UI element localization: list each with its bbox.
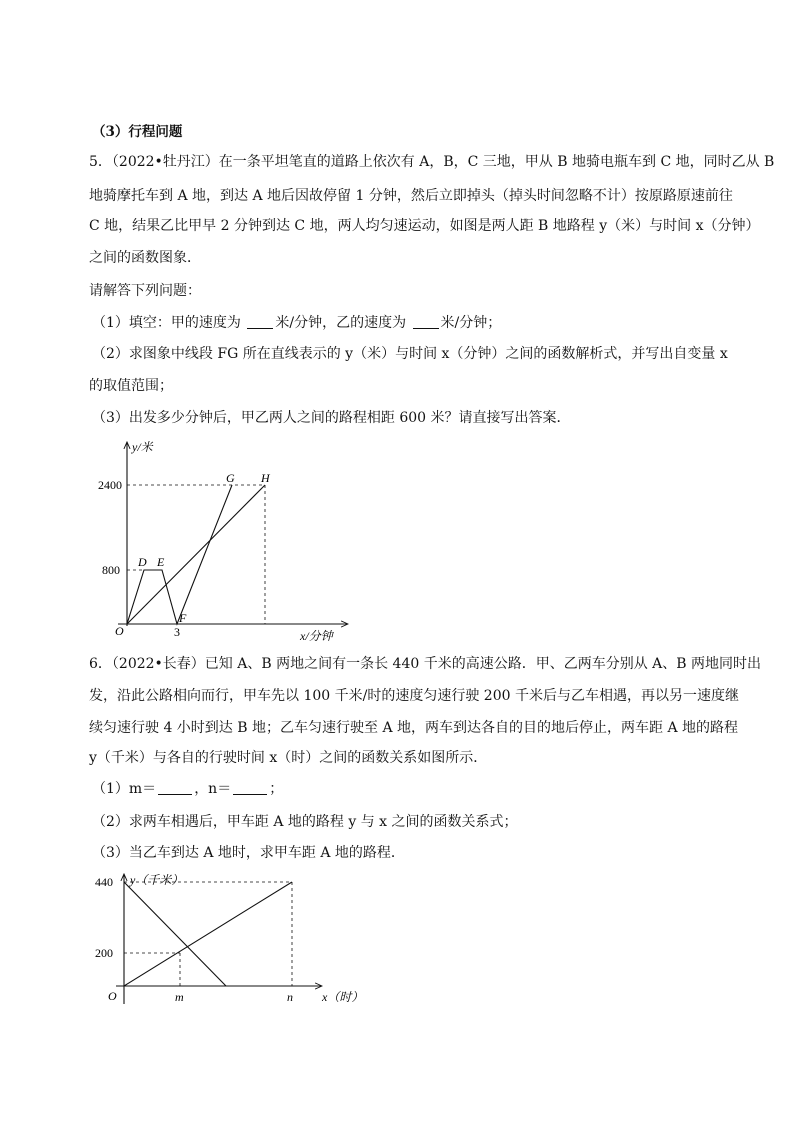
- answer-blank[interactable]: [233, 780, 267, 795]
- point-h: H: [261, 471, 270, 485]
- problem6-graph: [90, 868, 380, 1008]
- y-tick-2400: 2400: [98, 478, 122, 492]
- line-b: [124, 882, 226, 986]
- y-tick-800: 800: [102, 563, 120, 577]
- problem5-line-2: 地骑摩托车到 A 地，到达 A 地后因故停留 1 分钟，然后立即掉头（掉头时间忽略不计）按原路原速前往: [89, 188, 733, 204]
- q1-text-b: 米/分钟，乙的速度为: [275, 315, 407, 331]
- y-tick-440: 440: [95, 875, 113, 889]
- problem6-line-4: y（千米）与各自的行驶时间 x（时）之间的函数关系如图所示．: [89, 750, 488, 766]
- problem6-line-2: 发，沿此公路相向而行，甲车先以 100 千米/时的速度匀速行驶 200 千米后与乙车相遇，再以另一速度继: [89, 688, 739, 704]
- x-axis-label: x/分钟: [300, 629, 333, 643]
- point-d: D: [138, 555, 147, 569]
- q1-text-c: 米/分钟；: [440, 315, 502, 331]
- problem5-prompt: 请解答下列问题：: [89, 283, 201, 299]
- y-axis-label: y（千米）: [130, 873, 184, 887]
- problem5-q1: [92, 313, 501, 333]
- problem6-q1: [92, 779, 283, 799]
- problem6-q3: （3）当乙车到达 A 地时，求甲车距 A 地的路程．: [92, 845, 405, 861]
- problem5-line-1: 5．（2022•牡丹江）在一条平坦笔直的道路上依次有 A，B，C 三地，甲从 B 地骑电瓶车到 C 地，同时乙从 B: [89, 154, 775, 170]
- problem5-line-3: C 地，结果乙比甲早 2 分钟到达 C 地，两人均匀速运动，如图是两人距 B 地路程 y（米）与时间 x（分钟）: [89, 218, 760, 234]
- origin-label: O: [115, 624, 124, 638]
- x-tick-m: m: [175, 990, 184, 1004]
- answer-blank[interactable]: [247, 314, 273, 329]
- point-f: F: [179, 611, 187, 625]
- x-tick-3: 3: [174, 625, 180, 639]
- y-tick-200: 200: [95, 946, 113, 960]
- problem5-q3: （3）出发多少分钟后，甲乙两人之间的路程相距 600 米？请直接写出答案．: [92, 410, 571, 426]
- q1-text-b: ，n＝: [194, 781, 232, 797]
- x-tick-n: n: [287, 990, 293, 1004]
- y-axis-label: y/米: [132, 440, 153, 454]
- origin-label: O: [108, 989, 117, 1003]
- problem5-q2-line-2: 的取值范围；: [89, 378, 173, 394]
- q1-text-a: （1）m＝: [92, 781, 157, 797]
- answer-blank[interactable]: [413, 314, 439, 329]
- q1-text-a: （1）填空：甲的速度为: [92, 315, 241, 331]
- problem5-line-4: 之间的函数图象．: [89, 250, 201, 266]
- problem6-line-3: 续匀速行驶 4 小时到达 B 地；乙车匀速行驶至 A 地，两车到达各自的目的地后停止，两车距 A 地的路程: [89, 720, 739, 736]
- point-g: G: [226, 471, 235, 485]
- q1-text-c: ；: [269, 781, 284, 797]
- problem5-graph: [98, 436, 358, 648]
- answer-blank[interactable]: [158, 780, 192, 795]
- problem6-q2: （2）求两车相遇后，甲车距 A 地的路程 y 与 x 之间的函数关系式；: [92, 814, 518, 830]
- problem6-line-1: 6．（2022•长春）已知 A、B 两地之间有一条长 440 千米的高速公路．甲、乙两车分别从 A、B 两地同时出: [89, 656, 762, 672]
- line-oh: [127, 485, 265, 624]
- section-title: （3）行程问题: [92, 124, 183, 140]
- problem5-q2-line-1: （2）求图象中线段 FG 所在直线表示的 y（米）与时间 x（分钟）之间的函数解析式，并写出自变量 x: [92, 346, 728, 362]
- x-axis-label: x（时）: [322, 990, 364, 1004]
- point-e: E: [157, 555, 165, 569]
- line-a: [124, 882, 292, 986]
